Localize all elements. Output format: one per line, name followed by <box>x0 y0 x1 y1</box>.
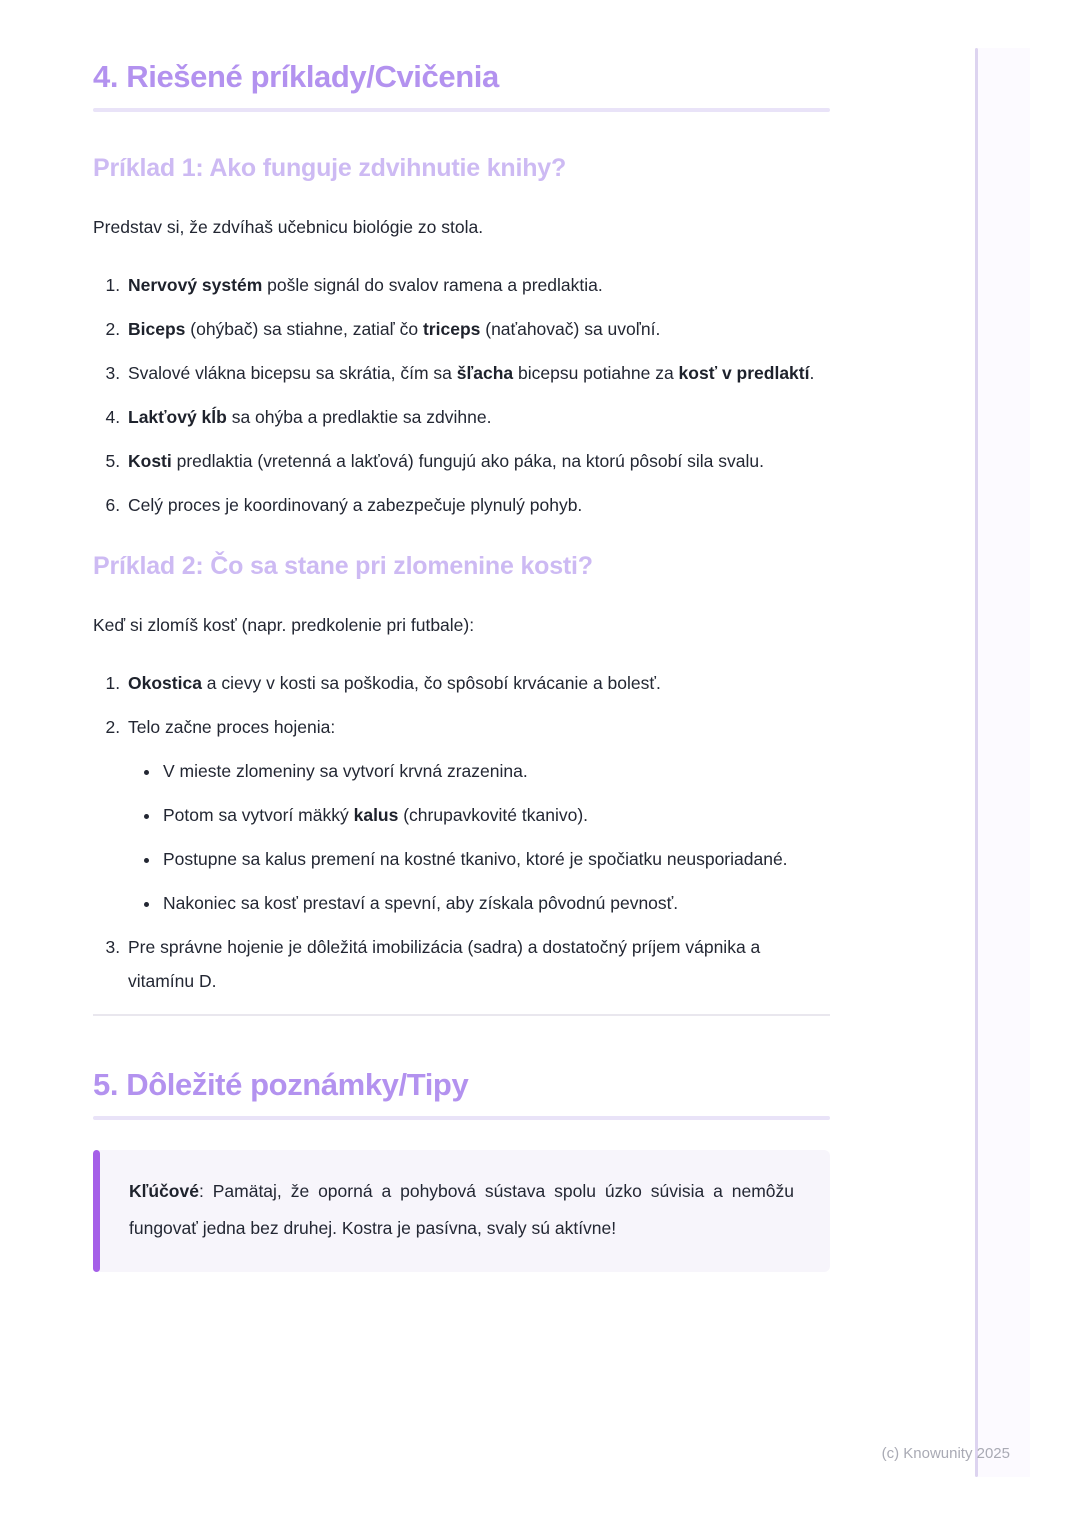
bold-term: šľacha <box>456 363 514 383</box>
section-5-title-underline <box>93 1116 830 1120</box>
copyright-footer: (c) Knowunity 2025 <box>881 1445 1010 1462</box>
callout-accent-bar <box>93 1150 100 1272</box>
callout-label: Kľúčové <box>129 1181 199 1201</box>
list-item: 3. Pre správne hojenie je dôležitá imobilizácia (sadra) a dostatočný príjem vápnika a vitamínu D. <box>125 930 830 998</box>
list-item: 2. Biceps (ohýbač) sa stiahne, zatiaľ čo triceps (naťahovač) sa uvoľní. <box>125 312 830 346</box>
section-4-title-underline <box>93 108 830 112</box>
list-item: 6. Celý proces je koordinovaný a zabezpečuje plynulý pohyb. <box>125 488 830 522</box>
example-2-steps-list <box>93 666 830 998</box>
example-2-title: Príklad 2: Čo sa stane pri zlomenine kosti? <box>93 552 593 580</box>
list-item: 3. Svalové vlákna bicepsu sa skrátia, čím sa šľacha bicepsu potiahne za kosť v predlaktí. <box>125 356 830 390</box>
bold-term: Biceps <box>128 319 186 339</box>
page-content <box>93 0 830 1272</box>
example-1-title: Príklad 1: Ako funguje zdvihnutie knihy? <box>93 154 567 182</box>
bullet-item: • Potom sa vytvorí mäkký kalus (chrupavkovité tkanivo). <box>161 798 830 832</box>
list-item: 4. Lakťový kĺb sa ohýba a predlaktie sa zdvihne. <box>125 400 830 434</box>
bullet-item: • Nakoniec sa kosť prestaví a spevní, aby získala pôvodnú pevnosť. <box>161 886 830 920</box>
bold-term: Nervový systém <box>128 275 263 295</box>
example-1-intro: Predstav si, že zdvíhaš učebnicu biológie zo stola. <box>93 217 484 237</box>
bold-term: Kosti <box>128 451 172 471</box>
example-1-steps-list <box>93 268 830 522</box>
section-5-title: 5. Dôležité poznámky/Tipy <box>93 1067 469 1102</box>
list-item: 1. Nervový systém pošle signál do svalov ramena a predlaktia. <box>125 268 830 302</box>
nested-bullet-list <box>128 754 830 920</box>
bold-term: triceps <box>422 319 481 339</box>
callout-body: : Pamätaj, že oporná a pohybová sústava spolu úzko súvisia a nemôžu fungovať jedna bez druhej. Kostra je pasívna, svaly sú aktívne! <box>129 1181 794 1238</box>
bold-term: Lakťový kĺb <box>128 407 227 427</box>
list-item: 5. Kosti predlaktia (vretenná a lakťová) fungujú ako páka, na ktorú pôsobí sila svalu. <box>125 444 830 478</box>
bold-term: kosť v predlaktí <box>678 363 810 383</box>
callout-text <box>93 1150 830 1272</box>
bullet-item: • Postupne sa kalus premení na kostné tkanivo, ktoré je spočiatku neusporiadané. <box>161 842 830 876</box>
bold-term: kalus <box>353 805 399 825</box>
key-note-callout <box>93 1150 830 1272</box>
bold-term: Okostica <box>128 673 202 693</box>
example-2-intro: Keď si zlomíš kosť (napr. predkolenie pri futbale): <box>93 615 475 635</box>
section-divider <box>93 1014 830 1016</box>
next-page-edge <box>978 48 1030 1477</box>
page-boundary-line <box>975 48 978 1477</box>
list-item: 1. Okostica a cievy v kosti sa poškodia, čo spôsobí krvácanie a bolesť. <box>125 666 830 700</box>
section-4-title: 4. Riešené príklady/Cvičenia <box>93 59 499 94</box>
list-item: 2. Telo začne proces hojenia: • V mieste zlomeniny sa vytvorí krvná zrazenina. • Potom sa vytvorí mäkký kalus (chrupavkovité tkanivo). • Postupne sa kalus premení na kostné tkanivo, ktoré je spočiatku neusporiadané. • Nakoniec sa kosť prestaví a spevní, aby získala pôvodnú pevnosť. <box>125 710 830 920</box>
bullet-item: • V mieste zlomeniny sa vytvorí krvná zrazenina. <box>161 754 830 788</box>
